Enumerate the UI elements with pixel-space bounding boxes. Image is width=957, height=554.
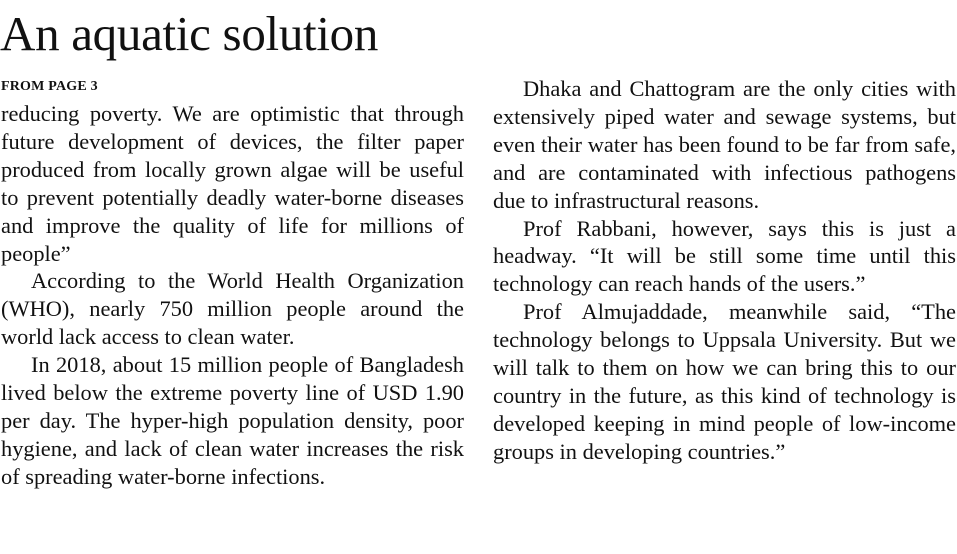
paragraph: Prof Almujaddade, meanwhile said, “The technology belongs to Uppsala University. But we will talk to them on how we can bring this to our country in the future, as this kind of technology is developed keeping in mind people of low-income groups in developing countries.” <box>493 299 956 464</box>
article-headline: An aquatic solution <box>0 6 379 61</box>
continued-from-label: FROM PAGE 3 <box>1 79 98 94</box>
paragraph: reducing poverty. We are optimistic that through future development of devices, the filter paper produced from locally grown algae will be useful to prevent potentially deadly water-borne diseases and improve the quality of life for millions of people” <box>1 101 464 266</box>
paragraph: Dhaka and Chattogram are the only cities with extensively piped water and sewage systems, but even their water has been found to be far from safe, and are contaminated with infectious pathogens due to infrastructural reasons. <box>493 76 956 213</box>
paragraph: In 2018, about 15 million people of Bangladesh lived below the extreme poverty line of USD 1.90 per day. The hyper-high population density, poor hygiene, and lack of clean water increases the risk of spreading water-borne infections. <box>1 352 464 489</box>
paragraph: According to the World Health Organization (WHO), nearly 750 million people around the world lack access to clean water. <box>1 268 464 350</box>
article-column-left <box>1 100 464 491</box>
paragraph: Prof Rabbani, however, says this is just a headway. “It will be still some time until this technology can reach hands of the users.” <box>493 215 956 297</box>
article-column-right <box>493 75 956 466</box>
